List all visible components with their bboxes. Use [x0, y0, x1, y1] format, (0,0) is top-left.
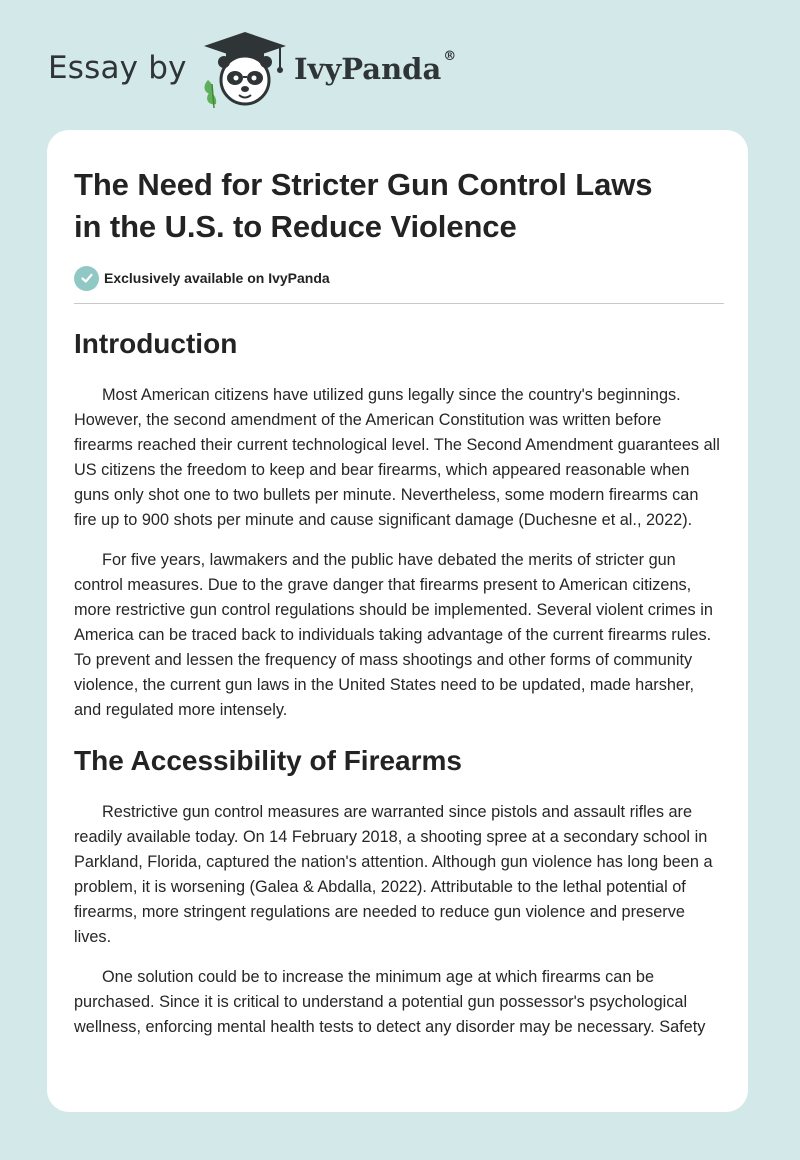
- title-line-2: in the U.S. to Reduce Violence: [74, 209, 517, 244]
- paragraph: One solution could be to increase the minimum age at which firearms can be purchased. Since it is critical to understand a potential gun possessor's psychological wellness, enforcing mental health tests to detect any disorder may be necessary. Safety: [74, 968, 706, 1036]
- exclusive-badge: [74, 264, 724, 292]
- site-header: [48, 28, 748, 118]
- article-title: [74, 164, 724, 248]
- paragraph: For five years, lawmakers and the public have debated the merits of stricter gun control measures. Due to the grave danger that firearms present to American citizens, more restrictive gun control regulations should be implemented. Several violent crimes in America can be traced back to individuals taking advantage of the current firearms rules. To prevent and lessen the frequency of mass shootings and other forms of community violence, the current gun laws in the United States need to be updated, made harsher, and regulated more intensely.: [74, 551, 713, 719]
- check-circle-icon: [74, 266, 99, 291]
- section-heading-accessibility: The Accessibility of Firearms: [74, 745, 462, 776]
- brand-text: IvyPanda: [294, 52, 442, 86]
- exclusive-label: Exclusively available on IvyPanda: [104, 270, 330, 286]
- registered-mark: ®: [443, 49, 457, 65]
- article-card: [47, 130, 748, 1112]
- section-heading-introduction: Introduction: [74, 328, 238, 359]
- brand-name[interactable]: [294, 49, 457, 86]
- article-content: [74, 164, 724, 1040]
- title-line-1: The Need for Stricter Gun Control Laws: [74, 167, 653, 202]
- paragraph: Most American citizens have utilized guns legally since the country's beginnings. However, the second amendment of the American Constitution was written before firearms reached their current technological level. The Second Amendment guarantees all US citizens the freedom to keep and bear firearms, which appeared reasonable when guns only shot one to two bullets per minute. Nevertheless, some modern firearms can fire up to 900 shots per minute and cause significant damage (Duchesne et al., 2022).: [74, 386, 720, 529]
- title-divider: [74, 303, 724, 304]
- essay-by-label: Essay by: [48, 50, 187, 86]
- panda-graduate-logo-icon[interactable]: [200, 28, 290, 113]
- paragraph: Restrictive gun control measures are warranted since pistols and assault rifles are readily available today. On 14 February 2018, a shooting spree at a secondary school in Parkland, Florida, captured the nation's attention. Although gun violence has long been a problem, it is worsening (Galea & Abdalla, 2022). Attributable to the lethal potential of firearms, more stringent regulations are needed to reduce gun violence and preserve lives.: [74, 803, 713, 946]
